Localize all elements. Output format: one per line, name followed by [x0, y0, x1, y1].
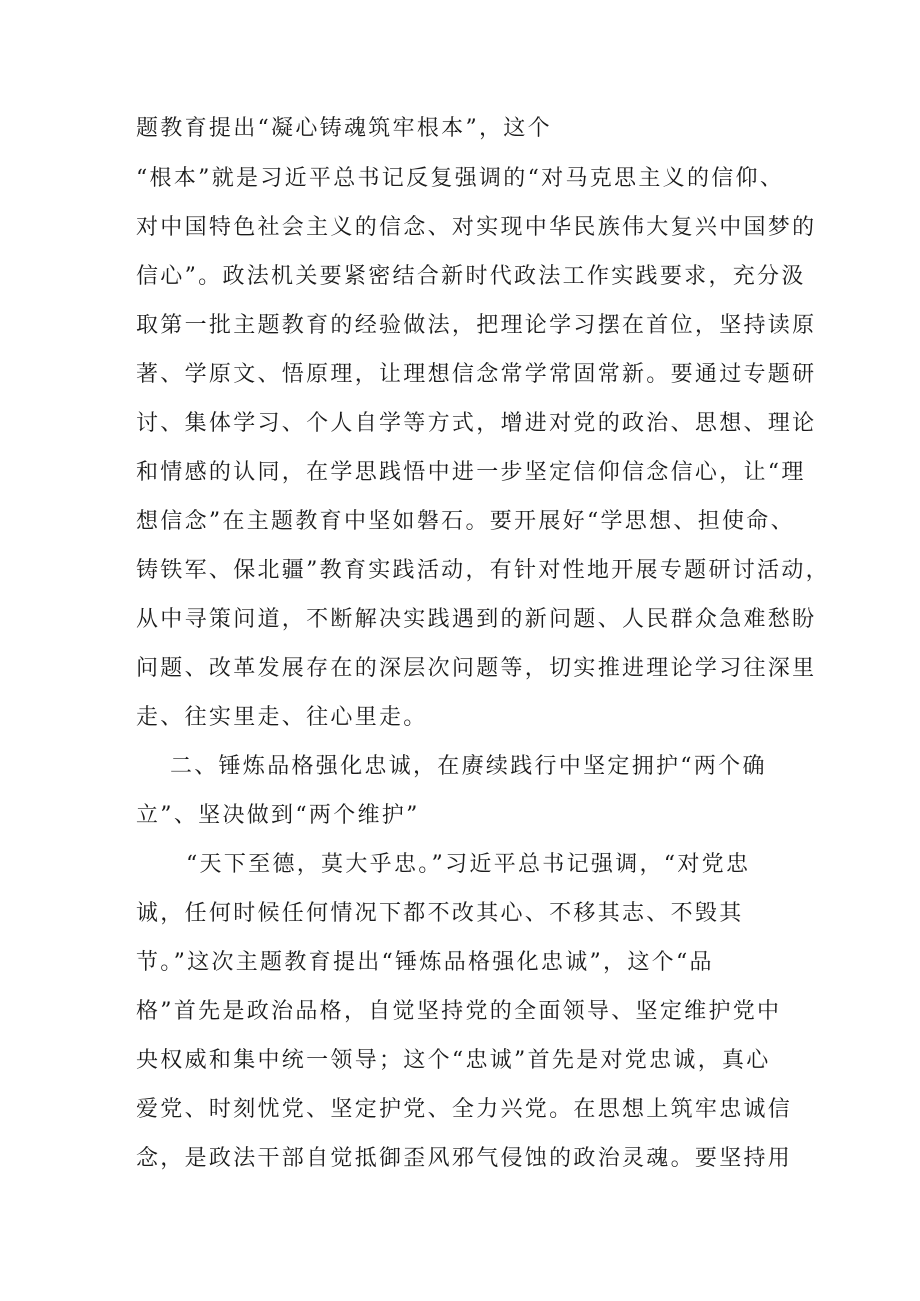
text-line: 对中国特色社会主义的信念、对实现中华民族伟大复兴中国梦的 — [136, 215, 817, 240]
text-line: 从中寻策问道，不断解决实践遇到的新问题、人民群众急难愁盼 — [136, 607, 817, 632]
text-line: 问题、改革发展存在的深层次问题等，切实推进理论学习往深里 — [136, 656, 817, 681]
text-line: 格”首先是政治品格，自觉坚持党的全面领导、坚定维护党中 — [136, 999, 782, 1024]
text-line: 铸铁军、保北疆”教育实践活动，有针对性地开展专题研讨活动， — [136, 558, 830, 583]
text-line: 和情感的认同，在学思践悟中进一步坚定信仰信念信心，让“理 — [136, 460, 806, 485]
text-line: 取第一批主题教育的经验做法，把理论学习摆在首位，坚持读原 — [136, 313, 817, 338]
text-line: 央权威和集中统一领导；这个“忠诚”首先是对党忠诚，真心 — [136, 1048, 771, 1073]
text-line: 诚，任何时候任何情况下都不改其心、不移其志、不毁其 — [136, 901, 744, 926]
section-heading-line: 二、锤炼品格强化忠诚，在赓续践行中坚定拥护“两个确 — [170, 754, 767, 779]
text-line: 信心”。政法机关要紧密结合新时代政法工作实践要求，充分汲 — [136, 264, 806, 289]
text-line: 著、学原文、悟原理，让理想信念常学常固常新。要通过专题研 — [136, 362, 817, 387]
section-heading-line: 立”、坚决做到“两个维护” — [136, 803, 420, 828]
text-line: 想信念”在主题教育中坚如磐石。要开展好“学思想、担使命、 — [136, 509, 795, 534]
text-line: 走、往实里走、往心里走。 — [136, 705, 428, 730]
text-line: 念，是政法干部自觉抵御歪风邪气侵蚀的政治灵魂。要坚持用 — [136, 1146, 793, 1171]
text-line: “根本”就是习近平总书记反复强调的“对马克思主义的信仰、 — [136, 166, 785, 191]
text-line: “天下至德，莫大乎忠。”习近平总书记强调，“对党忠 — [186, 852, 751, 877]
text-line: 爱党、时刻忧党、坚定护党、全力兴党。在思想上筑牢忠诚信 — [136, 1097, 793, 1122]
text-line: 题教育提出“凝心铸魂筑牢根本”，这个 — [136, 116, 552, 141]
text-line: 节。”这次主题教育提出“锤炼品格强化忠诚”，这个“品 — [136, 950, 714, 975]
text-line: 讨、集体学习、个人自学等方式，增进对党的政治、思想、理论 — [136, 411, 817, 436]
